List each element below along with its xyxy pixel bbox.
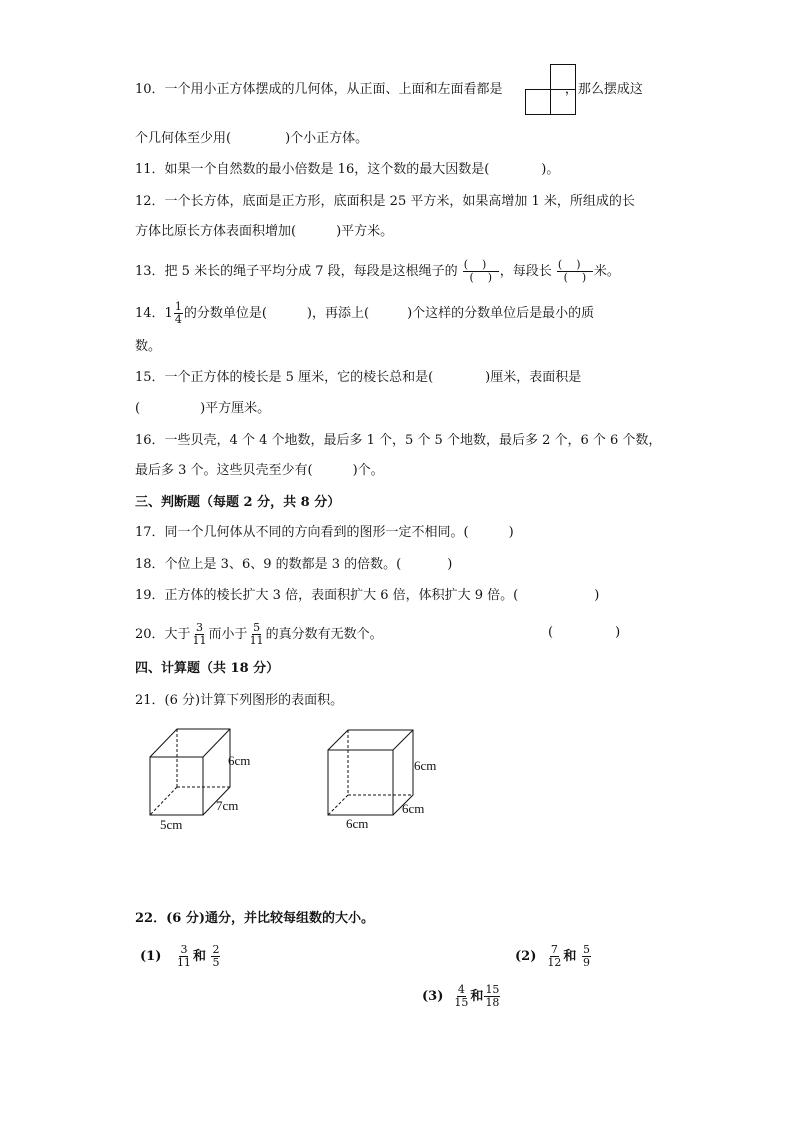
question-18: 18．个位上是 3、6、9 的数都是 3 的倍数。( ): [135, 557, 453, 572]
fraction: $\frac{1}{4}$: [174, 300, 182, 326]
question-17: 17．同一个几何体从不同的方向看到的图形一定不相同。( ): [135, 525, 514, 540]
question-20: 20．大于 $\frac{3}{11}$ 而小于 $\frac{5}{11}$ 的真分数有无数个。: [135, 621, 383, 647]
question-19: 19．正方体的棱长扩大 3 倍，表面积扩大 6 倍，体积扩大 9 倍。( ): [135, 588, 600, 603]
mixed-whole: 1: [164, 306, 173, 321]
question-22: 22．(6 分)通分，并比较每组数的大小。: [135, 911, 374, 926]
question-14: 14．1 $\frac{1}{4}$ 的分数单位是( )，再添上( )个这样的分数单位后是最小的质: [135, 300, 595, 326]
problem-1: (1) $\frac{3}{11}$ 和 $\frac{2}{5}$: [140, 943, 220, 969]
question-12-line1: 12．一个长方体，底面是正方形，底面积是 25 平方米，如果高增加 1 米，所组成的长: [135, 194, 635, 209]
fraction: $\frac{2}{5}$: [212, 943, 220, 969]
fraction: $\frac{4}{15}$: [454, 983, 469, 1009]
question-16-line2: 最后多 3 个。这些贝壳至少有( )个。: [135, 463, 384, 478]
depth-label: 7cm: [216, 798, 239, 813]
square-views-figure: [525, 63, 577, 115]
question-10-line2: 个几何体至少用( )个小正方体。: [135, 131, 369, 146]
question-15-line2: ( )平方厘米。: [135, 401, 271, 416]
cuboid-figure-1: [140, 722, 280, 834]
question-13: 13．把 5 米长的绳子平均分成 7 段，每段是这根绳子的 $\frac{( )}{( )}$ ，每段长 $\frac{( )}{( )}$ 米。: [135, 258, 620, 284]
fraction: $\frac{5}{11}$: [249, 621, 264, 647]
question-11: 11．如果一个自然数的最小倍数是 16，这个数的最大因数是( )。: [135, 162, 560, 177]
q10-text-a: 10．一个用小正方体摆成的几何体，从正面、上面和左面看都是: [135, 82, 503, 97]
question-20-answer[interactable]: ( ): [548, 625, 621, 640]
fraction-blank[interactable]: $\frac{( )}{( )}$: [557, 259, 593, 284]
width-label: 5cm: [160, 817, 183, 832]
fraction: $\frac{3}{11}$: [176, 943, 191, 969]
fraction: $\frac{3}{11}$: [192, 621, 207, 647]
width-label: 6cm: [346, 816, 369, 831]
q10-text-b: ，那么摆成这: [564, 82, 643, 97]
fraction-blank[interactable]: $\frac{( )}{( )}$: [463, 259, 499, 284]
cube-figure-2: [318, 722, 448, 834]
depth-label: 6cm: [402, 801, 425, 816]
question-14-line2: 数。: [135, 339, 162, 354]
section-4-heading: 四、计算题（共 18 分）: [135, 661, 280, 676]
question-21: 21．(6 分)计算下列图形的表面积。: [135, 693, 344, 708]
fraction: $\frac{7}{12}$: [547, 943, 562, 969]
question-12-line2: 方体比原长方体表面积增加( )平方米。: [135, 224, 394, 239]
fraction: $\frac{5}{9}$: [582, 943, 590, 969]
section-3-heading: 三、判断题（每题 2 分，共 8 分）: [135, 495, 341, 510]
fraction: $\frac{15}{18}$: [485, 983, 500, 1009]
height-label: 6cm: [228, 753, 251, 768]
question-16-line1: 16．一些贝壳，4 个 4 个地数，最后多 1 个，5 个 5 个地数，最后多 2 个，6 个 6 个数，: [135, 433, 662, 448]
problem-3: (3) $\frac{4}{15}$ 和 $\frac{15}{18}$: [422, 983, 500, 1009]
height-label: 6cm: [414, 758, 437, 773]
problem-2: (2) $\frac{7}{12}$ 和 $\frac{5}{9}$: [515, 943, 590, 969]
question-15-line1: 15．一个正方体的棱长是 5 厘米，它的棱长总和是( )厘米，表面积是: [135, 370, 582, 385]
